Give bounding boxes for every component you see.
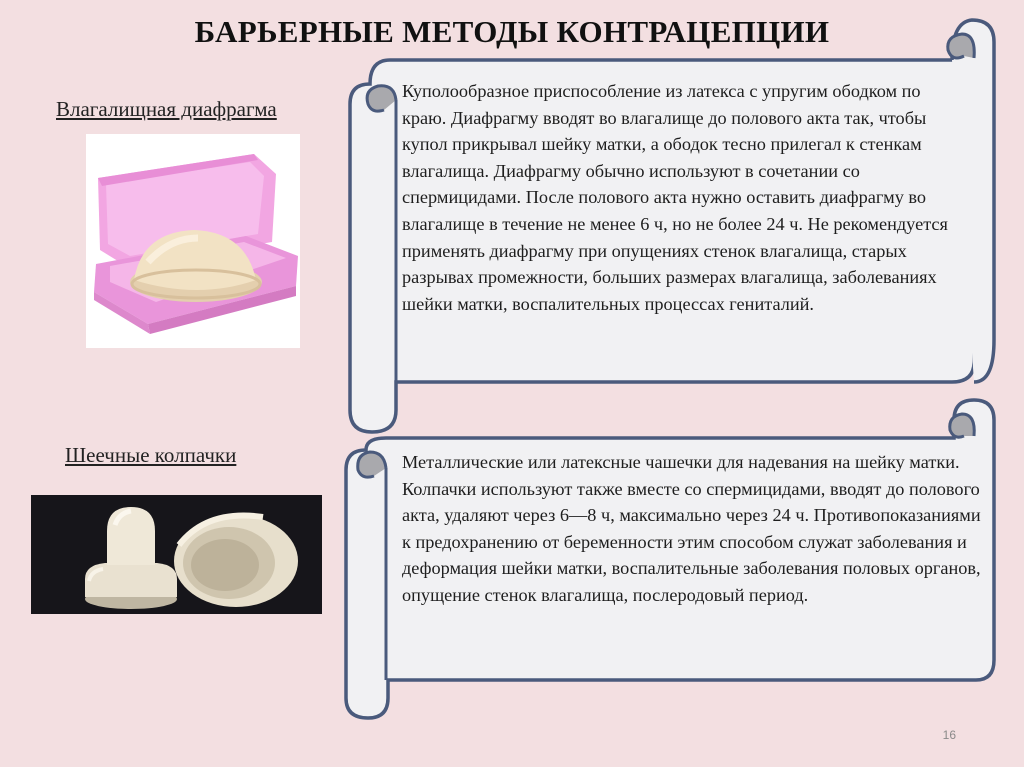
cervical-caps-label: Шеечные колпачки [65,443,237,467]
page-number: 16 [942,728,956,742]
slide-title: БАРЬЕРНЫЕ МЕТОДЫ КОНТРАЦЕПЦИИ [194,14,830,49]
diaphragm-label: Влагалищная диафрагма [56,97,277,121]
diaphragm-description: Куполообразное приспособление из латекса с упругим ободком по краю. Диафрагму вводят во влагалище до полового акта так, чтобы купол прикрывал шейку матки, а ободок тесно прилегал к стенкам влагалища. Диафрагму обычно используют в сочетании со спермицидами. После полового акта нужно оставить диафрагму во влагалище в течение не менее 6 ч, но не более 24 ч. Не рекомендуется применять диафрагму при опущениях стенок влагалища, старых разрывах промежности, больших размерах влагалища, заболеваниях шейки матки, воспалительных процессах гениталий. [402,81,948,314]
cervical-caps-description: Металлические или латексные чашечки для надевания на шейку матки. Колпачки используют также вместе со спермицидами, вводят до полового акта, удаляют через 6—8 ч, максимально через 24 ч. Противопоказаниями к предохранению от беременности этим способом служат заболевания и деформация шейки матки, воспалительные заболевания половых органов, опущение стенок влагалища, послеродовый период. [402,452,981,605]
